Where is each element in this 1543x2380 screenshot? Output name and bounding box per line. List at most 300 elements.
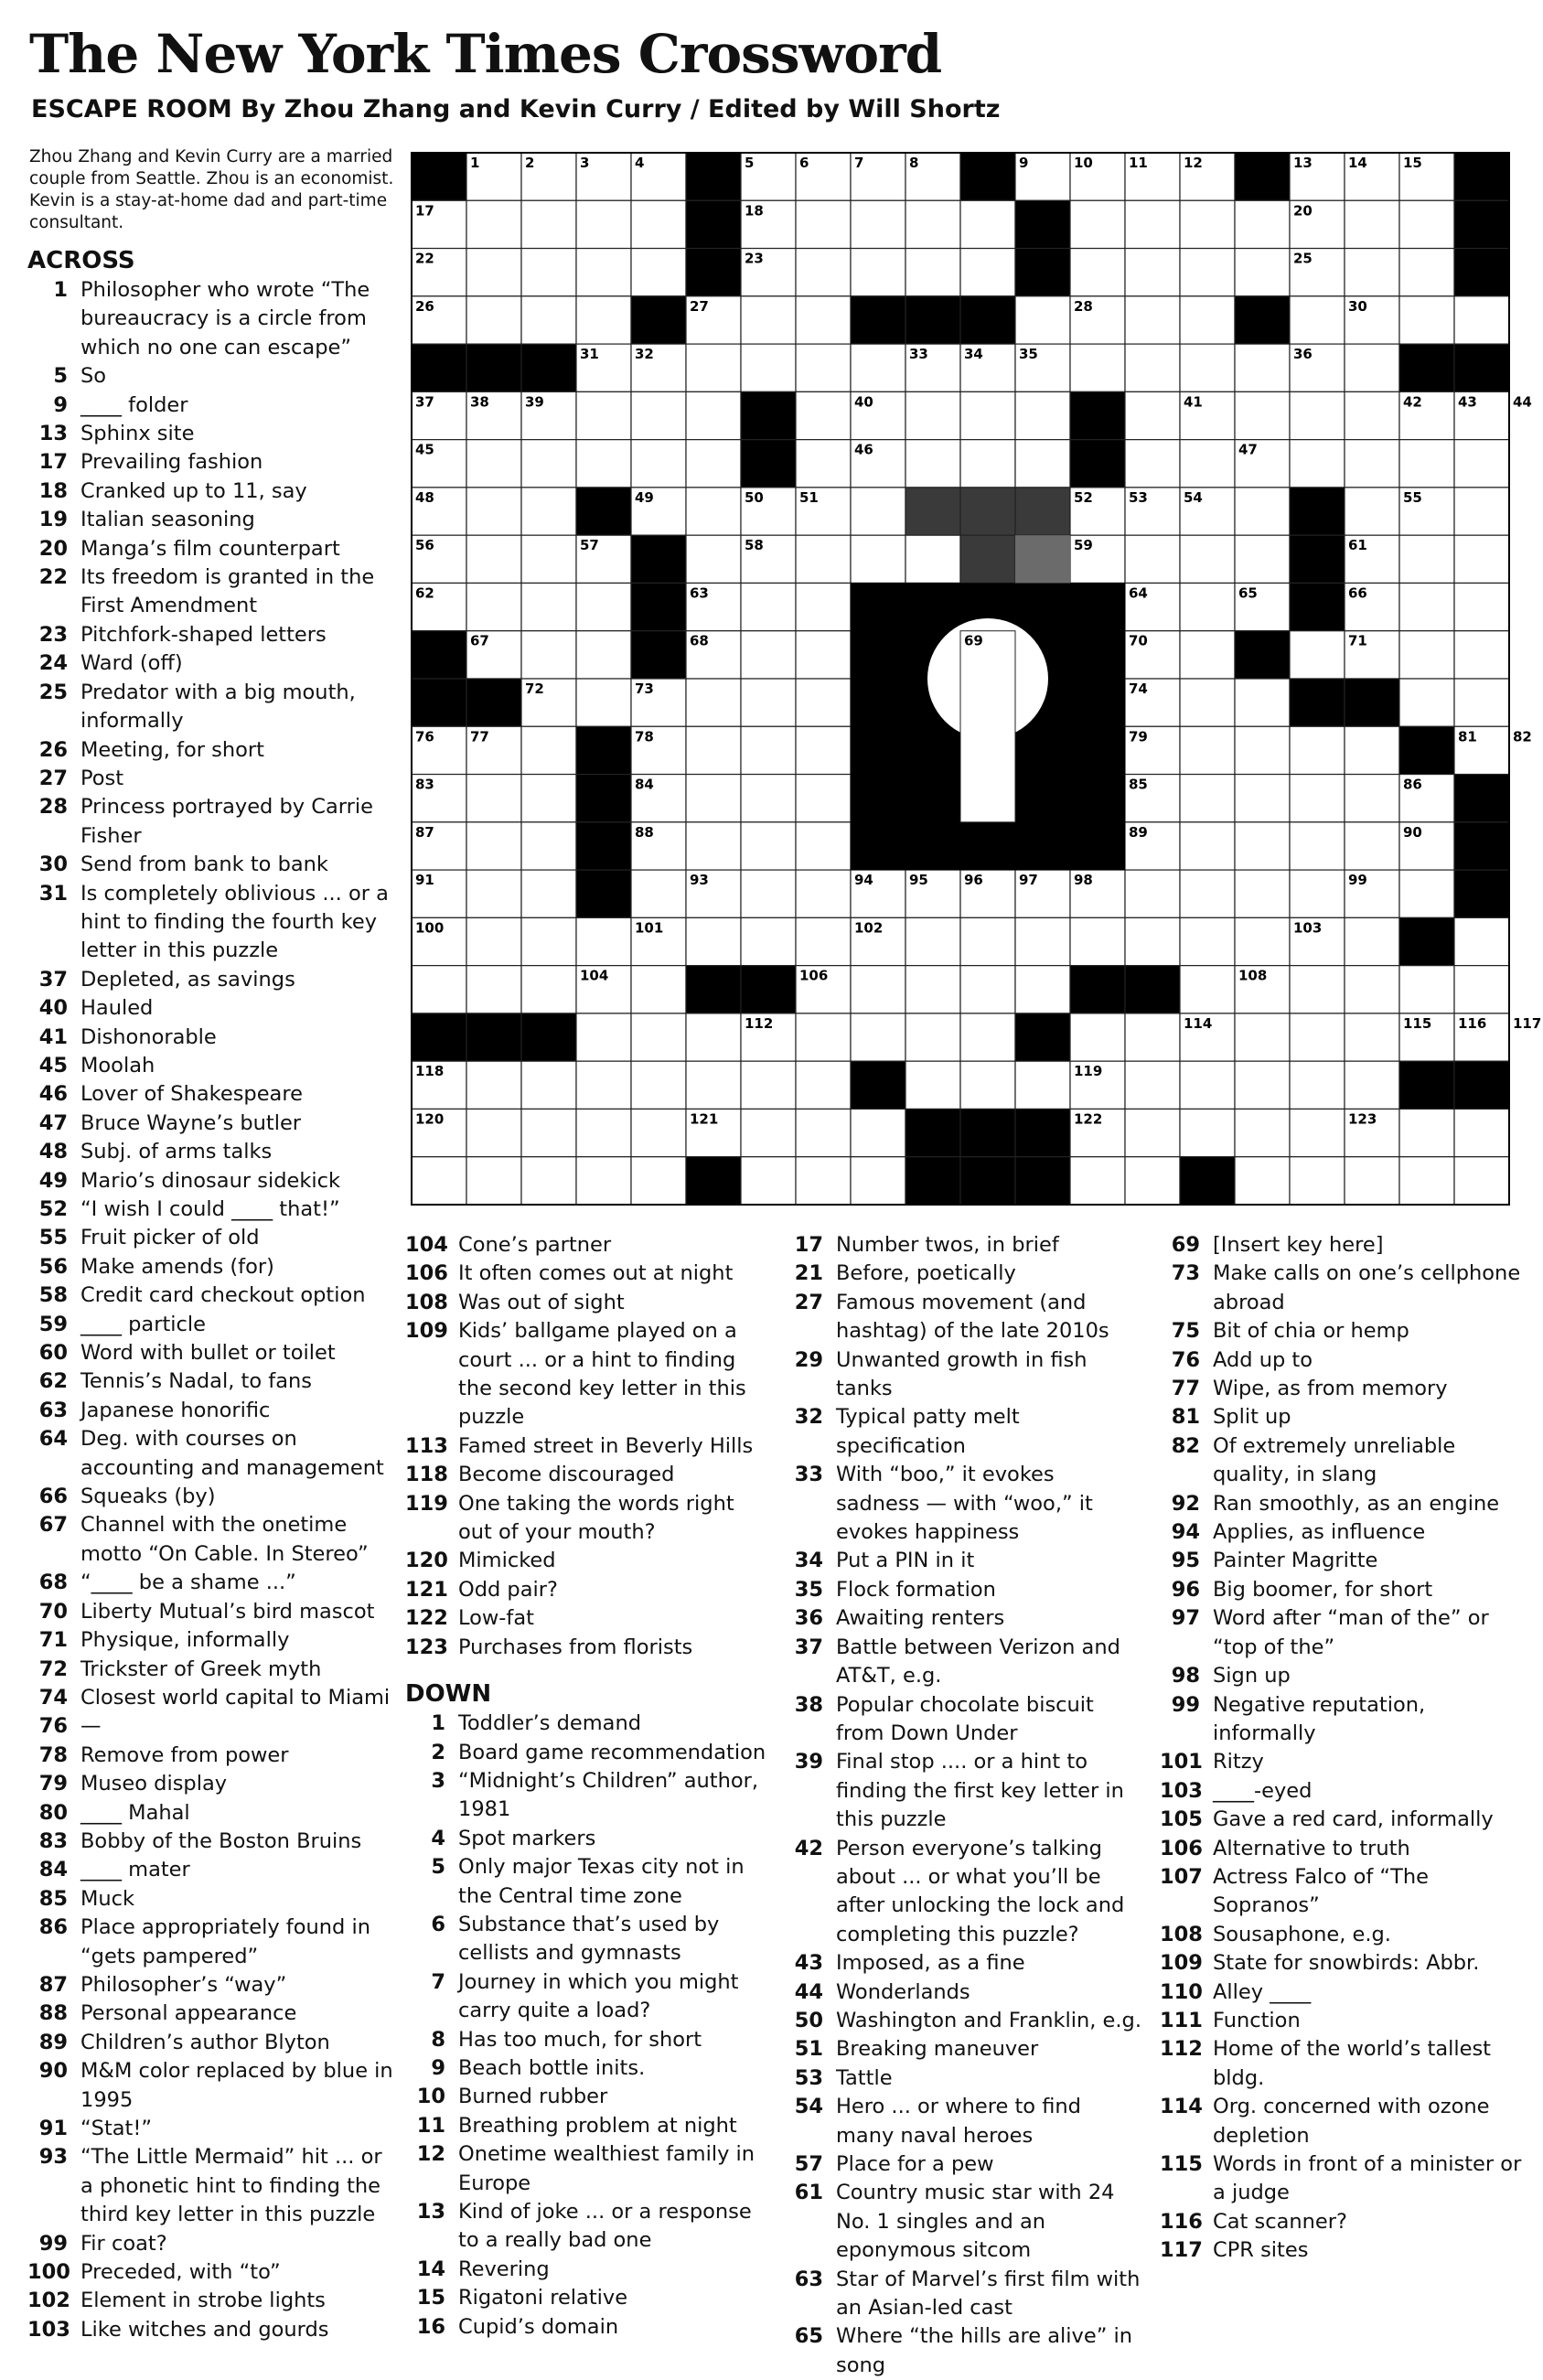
grid-cell [905, 1061, 960, 1109]
grid-cell [576, 1061, 631, 1109]
cell-number: 117 [1513, 1014, 1542, 1032]
across-clue-17[interactable] [27, 448, 393, 477]
clue-number: 53 [794, 2065, 823, 2090]
across-clue-47[interactable] [27, 1110, 393, 1138]
across-clue-31[interactable] [27, 880, 393, 966]
grid-cell [905, 200, 960, 248]
grid-cell [1235, 1157, 1290, 1205]
down-clue-15[interactable] [405, 2284, 766, 2312]
down-clue-38[interactable] [783, 1691, 1144, 1749]
cell-number: 52 [1074, 488, 1093, 506]
clue-number: 76 [1171, 1347, 1200, 1372]
across-clue-63[interactable] [27, 1397, 393, 1425]
grid-cell [1399, 535, 1454, 583]
across-clue-67[interactable] [27, 1511, 393, 1569]
down-clue-29[interactable] [783, 1346, 1144, 1404]
across-clue-89[interactable] [27, 2029, 393, 2057]
across-clue-41[interactable] [27, 1024, 393, 1052]
cell-number: 98 [1074, 872, 1093, 889]
clue-number: 50 [794, 2008, 823, 2032]
clue-text: Has too much, for short [458, 2027, 702, 2052]
grid-cell [1345, 1061, 1399, 1109]
grid-block [960, 153, 1015, 200]
clue-text: Cupid’s domain [458, 2314, 619, 2339]
grid-cell [631, 391, 686, 439]
grid-cell [1235, 822, 1290, 870]
grid-block [1399, 344, 1454, 391]
across-clue-23[interactable] [27, 621, 393, 649]
clue-number: 65 [794, 2324, 823, 2349]
grid-cell [686, 440, 741, 488]
across-clue-68[interactable] [27, 1569, 393, 1597]
grid-cell [1180, 440, 1235, 488]
across-clue-49[interactable] [27, 1167, 393, 1195]
across-clue-87[interactable] [27, 1971, 393, 1999]
down-clue-69[interactable] [1160, 1231, 1526, 1260]
grid-block [1070, 391, 1125, 439]
grid-block [1454, 249, 1509, 296]
grid-block [1454, 775, 1509, 822]
grid-cell [851, 249, 905, 296]
across-clue-78[interactable] [27, 1742, 393, 1770]
across-clue-76[interactable] [27, 1712, 393, 1741]
down-clue-5[interactable] [405, 1853, 766, 1911]
across-clue-80[interactable] [27, 1799, 393, 1828]
down-clue-11[interactable] [405, 2112, 766, 2140]
cell-number: 56 [415, 537, 434, 554]
clue-number: 97 [1171, 1606, 1200, 1631]
cell-number: 20 [1293, 202, 1313, 220]
grid-cell [521, 726, 576, 774]
clue-number: 1 [431, 1711, 445, 1736]
grid-cell [1345, 966, 1399, 1013]
grid-cell [1345, 1013, 1399, 1061]
grid-block [741, 966, 796, 1013]
clue-number: 88 [38, 2001, 68, 2026]
down-clue-109[interactable] [1160, 1949, 1526, 1978]
across-clue-106[interactable] [405, 1260, 766, 1288]
across-clue-30[interactable] [27, 851, 393, 879]
across-clue-45[interactable] [27, 1052, 393, 1080]
grid-cell [576, 631, 631, 679]
across-clue-60[interactable] [27, 1339, 393, 1367]
down-clue-81[interactable] [1160, 1403, 1526, 1431]
across-clue-1[interactable] [27, 276, 393, 362]
across-clue-46[interactable] [27, 1080, 393, 1109]
cell-number: 78 [635, 728, 654, 745]
across-clue-91[interactable] [27, 2115, 393, 2143]
across-clue-99[interactable] [27, 2230, 393, 2258]
across-clue-58[interactable] [27, 1281, 393, 1310]
grid-cell [1399, 966, 1454, 1013]
cell-number: 59 [1074, 537, 1093, 554]
down-clue-98[interactable] [1160, 1662, 1526, 1690]
grid-cell [1290, 1013, 1345, 1061]
across-clue-26[interactable] [27, 736, 393, 765]
down-clue-8[interactable] [405, 2026, 766, 2054]
down-clue-43[interactable] [783, 1949, 1144, 1978]
down-clue-73[interactable] [1160, 1260, 1526, 1317]
down-clue-44[interactable] [783, 1978, 1144, 2007]
down-clue-36[interactable] [783, 1604, 1144, 1633]
grid-block [1070, 440, 1125, 488]
clue-text: Museo display [80, 1772, 228, 1796]
clue-number: 122 [405, 1606, 448, 1631]
down-clue-117[interactable] [1160, 2236, 1526, 2265]
down-clue-6[interactable] [405, 1911, 766, 1968]
clue-text: Number twos, in brief [836, 1233, 1059, 1257]
across-clue-71[interactable] [27, 1626, 393, 1655]
grid-block [412, 153, 466, 200]
across-clue-19[interactable] [27, 506, 393, 534]
down-clue-101[interactable] [1160, 1748, 1526, 1776]
across-clue-109[interactable] [405, 1317, 766, 1432]
down-clue-116[interactable] [1160, 2208, 1526, 2236]
down-clue-42[interactable] [783, 1835, 1144, 1950]
cell-number: 43 [1458, 393, 1477, 411]
down-clue-7[interactable] [405, 1968, 766, 2026]
grid-cell [1125, 440, 1180, 488]
across-clue-40[interactable] [27, 994, 393, 1023]
clue-number: 17 [38, 450, 68, 475]
down-clue-39[interactable] [783, 1748, 1144, 1834]
across-clue-93[interactable] [27, 2143, 393, 2229]
grid-cell [686, 488, 741, 535]
clue-text: Kind of joke ... or a response to a really bad one [458, 2200, 752, 2253]
down-clue-34[interactable] [783, 1547, 1144, 1575]
down-clue-54[interactable] [783, 2093, 1144, 2150]
down-clue-108[interactable] [1160, 1921, 1526, 1949]
grid-block [576, 822, 631, 870]
grid-cell [741, 631, 796, 679]
grid-block [741, 391, 796, 439]
cell-number: 82 [1513, 728, 1532, 745]
grid-cell [1235, 249, 1290, 296]
grid-cell [796, 917, 851, 965]
down-clue-27[interactable] [783, 1289, 1144, 1346]
grid-cell [466, 440, 521, 488]
across-clue-70[interactable] [27, 1598, 393, 1626]
grid-cell [1345, 822, 1399, 870]
across-clue-18[interactable] [27, 477, 393, 506]
across-clue-119[interactable] [405, 1490, 766, 1548]
across-clue-90[interactable] [27, 2057, 393, 2115]
grid-cell [1454, 583, 1509, 630]
cell-number: 15 [1403, 155, 1422, 171]
down-clue-94[interactable] [1160, 1518, 1526, 1547]
clue-text: Breaking maneuver [836, 2037, 1039, 2062]
clue-text: Imposed, as a fine [836, 1951, 1025, 1976]
clue-text: Fir coat? [80, 2231, 167, 2256]
down-clue-1[interactable] [405, 1710, 766, 1738]
grid-cell [1399, 679, 1454, 726]
crossword-grid[interactable] [412, 153, 1542, 1208]
clue-number: 75 [1171, 1319, 1200, 1344]
across-clue-62[interactable] [27, 1367, 393, 1396]
cell-number: 90 [1403, 823, 1422, 841]
across-clue-122[interactable] [405, 1604, 766, 1633]
grid-cell [1235, 344, 1290, 391]
across-clue-123[interactable] [405, 1634, 766, 1662]
clue-text: Trickster of Greek myth [80, 1656, 322, 1681]
clue-text: Philosopher who wrote “The bureaucracy is a circle from which no one can escape” [80, 278, 370, 359]
down-clue-82[interactable] [1160, 1432, 1526, 1490]
cell-number: 35 [1019, 346, 1038, 363]
grid-cell [631, 870, 686, 917]
across-clue-74[interactable] [27, 1684, 393, 1712]
down-clue-97[interactable] [1160, 1604, 1526, 1662]
down-clue-16[interactable] [405, 2313, 766, 2342]
cell-number: 25 [1293, 250, 1313, 267]
crossword-grid-svg[interactable] [412, 153, 1542, 1205]
across-clue-79[interactable] [27, 1770, 393, 1798]
across-clue-24[interactable] [27, 649, 393, 678]
down-clue-110[interactable] [1160, 1978, 1526, 2007]
grid-cell [466, 1061, 521, 1109]
clue-number: 35 [794, 1577, 823, 1602]
clue-text: Deg. with courses on accounting and management [80, 1427, 384, 1480]
across-clue-55[interactable] [27, 1224, 393, 1252]
clue-text: Board game recommendation [458, 1740, 766, 1764]
grid-cell [466, 966, 521, 1013]
down-clue-9[interactable] [405, 2054, 766, 2083]
across-clue-27[interactable] [27, 765, 393, 793]
down-clue-57[interactable] [783, 2150, 1144, 2179]
clue-text: Liberty Mutual’s bird mascot [80, 1599, 375, 1624]
grid-cell [1180, 1109, 1235, 1156]
grid-cell [1015, 966, 1070, 1013]
clue-number: 99 [38, 2231, 68, 2256]
clue-column-1 [27, 245, 393, 2344]
down-clue-63[interactable] [783, 2266, 1144, 2323]
clue-number: 38 [794, 1692, 823, 1717]
down-clue-115[interactable] [1160, 2150, 1526, 2208]
cell-number: 11 [1129, 155, 1148, 171]
across-clue-48[interactable] [27, 1138, 393, 1166]
down-clue-75[interactable] [1160, 1317, 1526, 1345]
cell-number: 3 [580, 155, 590, 171]
grid-cell [1345, 775, 1399, 822]
grid-cell [851, 1157, 905, 1205]
grid-cell [1290, 1061, 1345, 1109]
down-clue-105[interactable] [1160, 1806, 1526, 1834]
cell-number: 85 [1129, 776, 1148, 793]
grid-block [631, 631, 686, 679]
grid-cell [1070, 1157, 1125, 1205]
cell-number: 102 [854, 919, 884, 937]
grid-cell [631, 1013, 686, 1061]
clue-text: Wipe, as from memory [1213, 1377, 1448, 1401]
across-clue-103[interactable] [27, 2316, 393, 2344]
down-clue-13[interactable] [405, 2198, 766, 2256]
across-clue-88[interactable] [27, 1999, 393, 2028]
down-clue-95[interactable] [1160, 1547, 1526, 1575]
grid-cell [1125, 535, 1180, 583]
grid-lock-cell [905, 488, 960, 535]
down-clue-106[interactable] [1160, 1835, 1526, 1863]
across-clue-104[interactable] [405, 1231, 766, 1260]
grid-cell [1125, 1157, 1180, 1205]
cell-number: 4 [635, 155, 645, 171]
across-clue-83[interactable] [27, 1828, 393, 1856]
clue-number: 18 [38, 478, 68, 503]
grid-cell [960, 249, 1015, 296]
across-clue-20[interactable] [27, 535, 393, 563]
across-clue-118[interactable] [405, 1461, 766, 1489]
across-clue-9[interactable] [27, 391, 393, 420]
down-clue-50[interactable] [783, 2007, 1144, 2035]
down-clue-21[interactable] [783, 1260, 1144, 1288]
grid-block [1454, 1061, 1509, 1109]
down-clue-61[interactable] [783, 2179, 1144, 2265]
grid-cell [412, 966, 466, 1013]
across-clue-85[interactable] [27, 1885, 393, 1914]
down-clue-12[interactable] [405, 2140, 766, 2198]
clue-text: Ritzy [1213, 1750, 1264, 1774]
grid-cell [1290, 1157, 1345, 1205]
grid-cell [521, 1109, 576, 1156]
across-clue-113[interactable] [405, 1432, 766, 1461]
cell-number: 67 [470, 632, 489, 649]
grid-cell [1345, 391, 1399, 439]
clue-number: 103 [1160, 1778, 1203, 1803]
down-clue-103[interactable] [1160, 1777, 1526, 1806]
across-clue-59[interactable] [27, 1311, 393, 1339]
grid-cell [466, 200, 521, 248]
grid-cell [1290, 391, 1345, 439]
clue-number: 80 [38, 1800, 68, 1825]
clue-number: 51 [794, 2037, 823, 2062]
grid-cell [1399, 440, 1454, 488]
cell-number: 81 [1458, 728, 1477, 745]
clue-text: Person everyone’s talking about ... or what you’ll be after unlocking the lock and completing this puzzle? [836, 1836, 1125, 1946]
grid-cell [686, 775, 741, 822]
grid-lock-cell [960, 535, 1015, 583]
cell-number: 112 [745, 1014, 774, 1032]
down-clue-76[interactable] [1160, 1346, 1526, 1375]
grid-cell [1235, 775, 1290, 822]
down-clue-17[interactable] [783, 1231, 1144, 1260]
cell-number: 22 [415, 250, 434, 267]
down-clue-107[interactable] [1160, 1863, 1526, 1921]
down-clue-4[interactable] [405, 1825, 766, 1853]
clue-number: 77 [1171, 1377, 1200, 1401]
clue-number: 13 [416, 2200, 445, 2224]
across-clue-28[interactable] [27, 793, 393, 851]
down-clue-3[interactable] [405, 1767, 766, 1825]
across-clue-121[interactable] [405, 1576, 766, 1604]
down-clue-65[interactable] [783, 2322, 1144, 2380]
across-clue-52[interactable] [27, 1195, 393, 1224]
across-clue-86[interactable] [27, 1914, 393, 1971]
down-clue-99[interactable] [1160, 1691, 1526, 1749]
down-clue-111[interactable] [1160, 2007, 1526, 2035]
down-clue-53[interactable] [783, 2064, 1144, 2093]
across-clue-100[interactable] [27, 2258, 393, 2287]
across-clue-22[interactable] [27, 563, 393, 621]
clue-number: 13 [38, 422, 68, 446]
grid-cell [686, 726, 741, 774]
grid-block [1399, 1061, 1454, 1109]
grid-cell [631, 200, 686, 248]
down-clue-33[interactable] [783, 1461, 1144, 1547]
down-clue-114[interactable] [1160, 2093, 1526, 2150]
grid-cell [796, 631, 851, 679]
clue-number: 117 [1160, 2238, 1203, 2263]
across-clue-108[interactable] [405, 1289, 766, 1317]
down-clue-10[interactable] [405, 2083, 766, 2111]
down-clue-32[interactable] [783, 1403, 1144, 1461]
grid-cell [521, 917, 576, 965]
across-clue-72[interactable] [27, 1656, 393, 1684]
clue-number: 22 [38, 565, 68, 590]
grid-cell [796, 1109, 851, 1156]
clue-text: Revering [458, 2257, 550, 2281]
clue-text: Ran smoothly, as an engine [1213, 1491, 1500, 1516]
down-clue-92[interactable] [1160, 1490, 1526, 1518]
down-clue-77[interactable] [1160, 1375, 1526, 1403]
grid-block [960, 1157, 1015, 1205]
clue-number: 2 [431, 1740, 445, 1764]
across-clue-66[interactable] [27, 1483, 393, 1511]
grid-cell [521, 249, 576, 296]
across-clue-84[interactable] [27, 1856, 393, 1884]
clue-number: 28 [38, 795, 68, 820]
clue-text: Toddler’s demand [458, 1711, 641, 1736]
across-clue-102[interactable] [27, 2287, 393, 2315]
down-clue-112[interactable] [1160, 2035, 1526, 2093]
clue-text: “The Little Mermaid” hit ... or a phonetic hint to finding the third key letter in this puzzle [80, 2145, 382, 2227]
across-clue-25[interactable] [27, 679, 393, 736]
down-clue-96[interactable] [1160, 1576, 1526, 1604]
across-clue-13[interactable] [27, 420, 393, 448]
clue-text: Ward (off) [80, 651, 183, 676]
grid-block [960, 296, 1015, 344]
down-clue-2[interactable] [405, 1739, 766, 1767]
down-clue-35[interactable] [783, 1576, 1144, 1604]
grid-cell [1070, 344, 1125, 391]
across-clue-5[interactable] [27, 362, 393, 391]
across-clue-37[interactable] [27, 966, 393, 994]
cell-number: 40 [854, 393, 873, 411]
grid-cell [796, 1157, 851, 1205]
across-clue-64[interactable] [27, 1425, 393, 1483]
across-clue-56[interactable] [27, 1253, 393, 1281]
cell-number: 37 [415, 393, 434, 411]
clue-text: Channel with the onetime motto “On Cable. In Stereo” [80, 1513, 369, 1566]
grid-cell [1015, 391, 1070, 439]
grid-cell [1125, 870, 1180, 917]
down-clue-14[interactable] [405, 2256, 766, 2284]
cell-number: 108 [1238, 967, 1268, 984]
cell-number: 27 [690, 297, 709, 315]
across-clue-120[interactable] [405, 1547, 766, 1575]
grid-cell [1290, 631, 1345, 679]
grid-cell [1454, 535, 1509, 583]
cell-number: 14 [1348, 155, 1367, 171]
clue-number: 62 [38, 1369, 68, 1394]
clue-text: Burned rubber [458, 2085, 608, 2109]
down-clue-37[interactable] [783, 1634, 1144, 1691]
down-header: DOWN [405, 1680, 492, 1709]
cell-number: 120 [415, 1110, 445, 1128]
down-clue-51[interactable] [783, 2035, 1144, 2064]
grid-cell [851, 966, 905, 1013]
clue-text: Spot markers [458, 1826, 596, 1850]
grid-block [521, 344, 576, 391]
clue-number: 3 [431, 1768, 445, 1793]
clue-number: 66 [38, 1485, 68, 1509]
